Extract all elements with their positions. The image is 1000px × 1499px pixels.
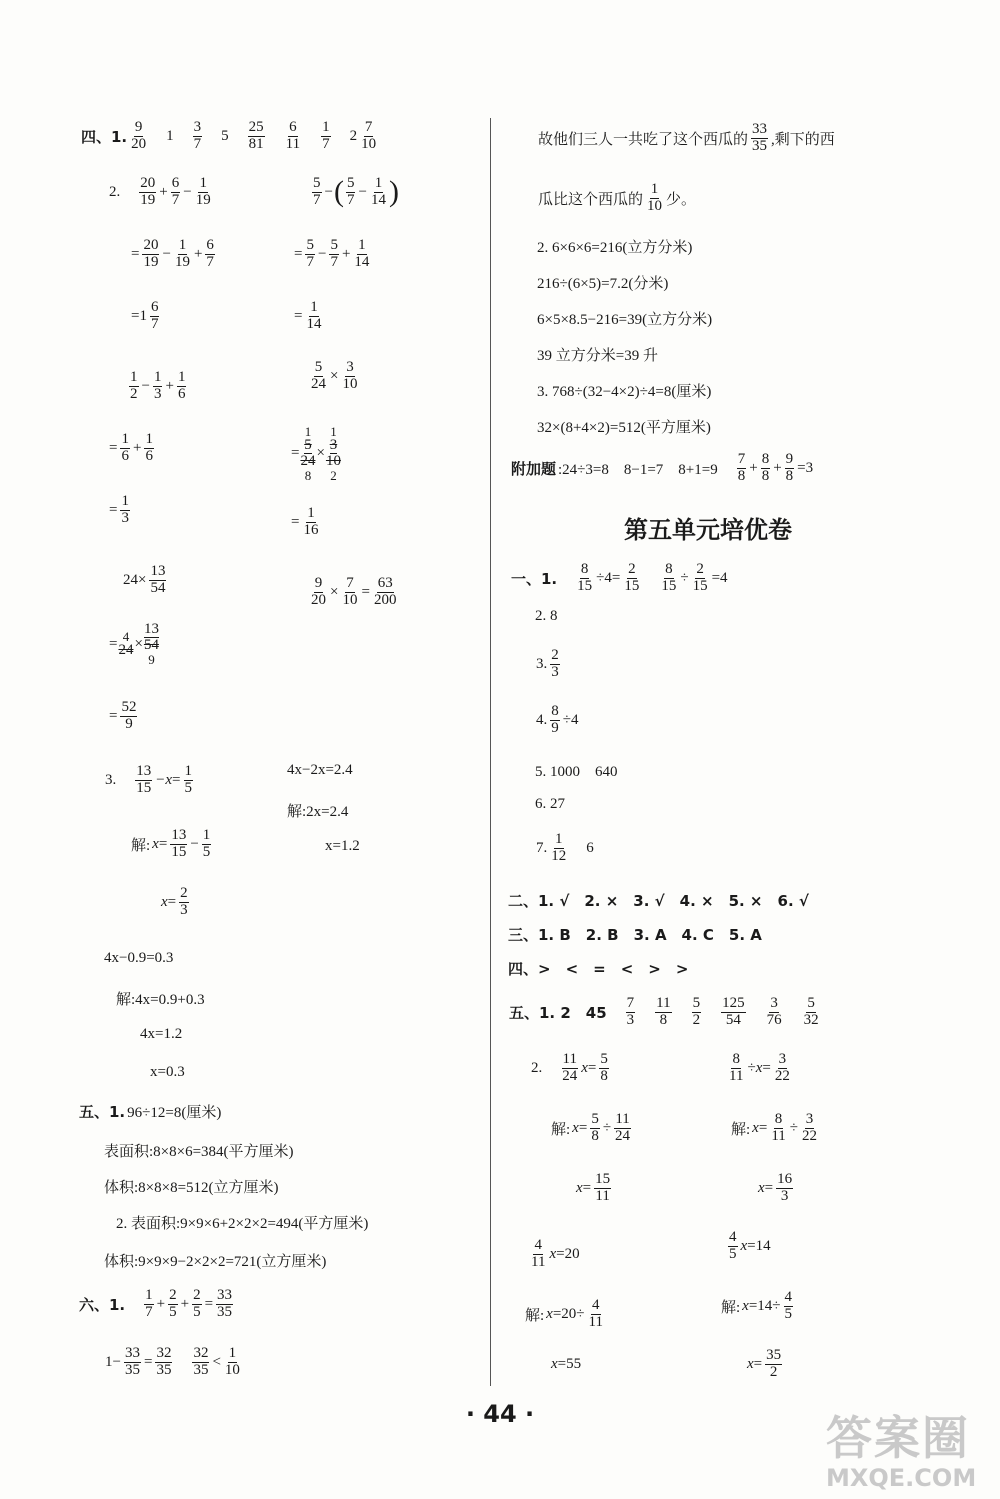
equation-line: $\frac{8}{11}$ ÷x= $\frac{3}{22}$ bbox=[729, 1051, 790, 1084]
text-line: 瓜比这个西瓜的 1 10 少。 bbox=[538, 181, 697, 214]
equation-line: 1 2 − $\frac{1}{3}$ + $\frac{1}{6}$ bbox=[130, 369, 186, 402]
u1-line: 一、1. $\frac{8}{15}$ ÷4= $\frac{2}{15}$ $\frac{8}{15}$ ÷ $\frac{2}{15}$ =4 bbox=[511, 561, 728, 594]
watermark-url: MXQE.COM bbox=[826, 1464, 977, 1492]
equation-line: $\frac{9}{20}$ × $\frac{7}{10}$ = $\frac{63}{200}$ bbox=[311, 575, 397, 608]
equation-line: 4x=1.2 bbox=[140, 1026, 183, 1042]
text-line: 3. 768÷(32−4×2)÷4=8(厘米) bbox=[537, 384, 712, 400]
column-divider bbox=[490, 118, 491, 1386]
unit-title: 第五单元培优卷 bbox=[624, 516, 792, 544]
s6-line: 六、1. 1 7 + $\frac{2}{5}$ + $\frac{2}{5}$ = $\frac{33}{35}$ bbox=[79, 1287, 233, 1320]
equation-line: x= $\frac{15}{11}$ bbox=[576, 1171, 611, 1204]
equation-line: x= $\frac{2}{3}$ bbox=[161, 885, 188, 918]
watermark-logo: 答案圈 bbox=[826, 1411, 970, 1465]
equation-line: 4x−0.9=0.3 bbox=[104, 950, 174, 966]
equation-line: 解:2x=2.4 bbox=[287, 804, 349, 820]
section-label: 五、1. bbox=[79, 1103, 126, 1121]
section-line: 三、1. B 2. B 3. A 4. C 5. A bbox=[508, 926, 762, 944]
equation-line: 4 11 x=20 bbox=[531, 1237, 580, 1270]
cancellation-line: = 4 24 × 13 54 9 bbox=[109, 621, 159, 667]
equation-line: x=0.3 bbox=[150, 1064, 185, 1080]
equation-line: 4x−2x=2.4 bbox=[287, 762, 353, 778]
equation-line: 2. 11 24 x= $\frac{5}{8}$ bbox=[531, 1051, 608, 1084]
equation-line: 解: x=14÷ $\frac{4}{5}$ bbox=[721, 1289, 793, 1322]
text-line: 故他们三人一共吃了这个西瓜的 33 35 ,剩下的西 bbox=[538, 121, 835, 154]
s5-line: 五、1. 96÷12=8(厘米) bbox=[79, 1103, 222, 1121]
wu-line: 五、1. 2 45 7 3 11 8 5 2 125 54 3 76 5 32 bbox=[509, 995, 819, 1028]
text-line: 216÷(6×5)=7.2(分米) bbox=[537, 276, 669, 292]
text-line: 体积:9×9×9−2×2×2=721(立方厘米) bbox=[104, 1254, 327, 1270]
equation-line: = $\frac{20}{19}$ − $\frac{1}{19}$ + $\frac{6}{7}$ bbox=[131, 237, 214, 270]
section-label: 四、1. bbox=[81, 127, 128, 146]
s4-q1-line: 四、1. 9 20 1 3 7 5 25 81 6 11 1 7 2 7 10 bbox=[81, 119, 377, 152]
equation-line: 解: x= $\frac{13}{15}$ − $\frac{1}{5}$ bbox=[131, 827, 211, 860]
equation-line: x= $\frac{16}{3}$ bbox=[758, 1171, 793, 1204]
equation-line: = $\frac{1}{14}$ bbox=[294, 299, 322, 332]
equation-line: 1− $\frac{33}{35}$ = $\frac{32}{35}$ 32 35 < 1 10 bbox=[105, 1345, 240, 1378]
s4-q2-line1b: 5 7 − ( 5 7 − $\frac{1}{14}$ ) bbox=[313, 175, 399, 209]
s4-q2-line1: 2. 20 19 + $\frac{6}{7}$ − $\frac{1}{19}$ bbox=[109, 175, 211, 208]
text-line: 5. 1000 640 bbox=[535, 764, 618, 780]
answer-line: 3. 2 3 bbox=[536, 647, 559, 680]
page-number: · 44 · bbox=[465, 1400, 535, 1428]
equation-line: 4 5 x=14 bbox=[729, 1229, 771, 1262]
equation-line: x= $\frac{35}{2}$ bbox=[747, 1347, 782, 1380]
equation-line: =1 6 7 bbox=[131, 299, 159, 332]
equation-line: $\frac{5}{24}$ × $\frac{3}{10}$ bbox=[311, 359, 358, 392]
section-line: 二、1. √ 2. × 3. √ 4. × 5. × 6. √ bbox=[508, 892, 809, 910]
text-line: 6×5×8.5−216=39(立方分米) bbox=[537, 312, 713, 328]
text-line: 2. 表面积:9×9×6+2×2×2=494(平方厘米) bbox=[116, 1216, 369, 1232]
section-label: 五、1. 2 45 bbox=[509, 1003, 607, 1022]
section-label: 一、1. bbox=[511, 569, 558, 588]
section-line: 四、> < = < > > bbox=[508, 960, 689, 978]
fraction: 9 20 bbox=[131, 119, 147, 152]
equation-line: x=55 bbox=[551, 1356, 582, 1372]
equation-line: 解: x= $\frac{8}{11}$ ÷ $\frac{3}{22}$ bbox=[731, 1111, 817, 1144]
text-line: 体积:8×8×8=512(立方厘米) bbox=[104, 1180, 279, 1196]
text-line: 39 立方分米=39 升 bbox=[537, 348, 658, 364]
section-label: 附加题 bbox=[511, 459, 557, 478]
answer-line: 7. 1 12 6 bbox=[536, 831, 594, 864]
text-line: 2. 6×6×6=216(立方分米) bbox=[537, 240, 693, 256]
s4-q3-line: 3. 13 15 −x= $\frac{1}{5}$ bbox=[105, 763, 192, 796]
watermark bbox=[826, 1402, 996, 1492]
equation-line: 24× $\frac{13}{54}$ bbox=[123, 563, 166, 596]
section-label: 六、1. bbox=[79, 1295, 126, 1314]
equation-line: x=1.2 bbox=[325, 838, 360, 854]
answer-line: 4. $\frac{8}{9}$ ÷4 bbox=[536, 703, 579, 736]
equation-line: 解:4x=0.9+0.3 bbox=[116, 992, 205, 1008]
equation-line: = $\frac{1}{6}$ + $\frac{1}{6}$ bbox=[109, 431, 153, 464]
equation-line: = $\frac{52}{9}$ bbox=[109, 699, 137, 732]
text-line: 2. 8 bbox=[535, 608, 558, 624]
cancellation-line: = 1 5 24 8 × 1 3 10 2 bbox=[291, 424, 341, 483]
equation-line: = $\frac{1}{16}$ bbox=[291, 505, 319, 538]
text-line: 表面积:8×8×6=384(平方厘米) bbox=[104, 1144, 294, 1160]
equation-line: 解: x=20÷ $\frac{4}{11}$ bbox=[525, 1297, 603, 1330]
text-line: 6. 27 bbox=[535, 796, 565, 812]
equation-line: 解: x= $\frac{5}{8}$ ÷ $\frac{11}{24}$ bbox=[551, 1111, 631, 1144]
equation-line: = $\frac{5}{7}$ − $\frac{5}{7}$ + $\frac{1}{14}$ bbox=[294, 237, 370, 270]
text-line: 32×(8+4×2)=512(平方厘米) bbox=[537, 420, 711, 436]
bonus-line: 附加题 :24÷3=8 8−1=7 8+1=9 7 8 + $\frac{8}{8}$ + $\frac{9}{8}$ =3 bbox=[511, 451, 814, 484]
equation-line: = $\frac{1}{3}$ bbox=[109, 493, 129, 526]
